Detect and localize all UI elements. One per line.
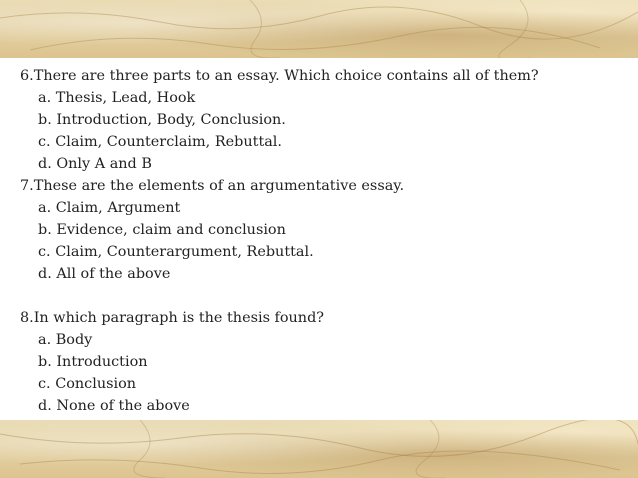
slide-body xyxy=(0,58,638,420)
question-7-option-c: c. Claim, Counterargument, Rebuttal. xyxy=(38,244,314,260)
question-6-option-c: c. Claim, Counterclaim, Rebuttal. xyxy=(38,134,282,150)
question-6-option-d: d. Only A and B xyxy=(38,156,152,172)
question-8-option-a: a. Body xyxy=(38,332,93,348)
parchment-footer-band xyxy=(0,420,638,478)
question-8-option-b: b. Introduction xyxy=(38,354,148,370)
question-6: 6.There are three parts to an essay. Which choice contains all of them? xyxy=(20,68,539,84)
question-8: 8.In which paragraph is the thesis found? xyxy=(20,310,324,326)
map-texture-icon xyxy=(0,420,638,478)
question-7-option-d: d. All of the above xyxy=(38,266,171,282)
question-7-option-a: a. Claim, Argument xyxy=(38,200,181,216)
question-8-option-c: c. Conclusion xyxy=(38,376,137,392)
map-texture-icon xyxy=(0,0,638,58)
question-7-option-b: b. Evidence, claim and conclusion xyxy=(38,222,286,238)
question-6-option-b: b. Introduction, Body, Conclusion. xyxy=(38,112,286,128)
question-8-option-d: d. None of the above xyxy=(38,398,190,414)
parchment-header-band xyxy=(0,0,638,58)
question-6-option-a: a. Thesis, Lead, Hook xyxy=(38,90,196,106)
question-7: 7.These are the elements of an argumentative essay. xyxy=(20,178,405,194)
